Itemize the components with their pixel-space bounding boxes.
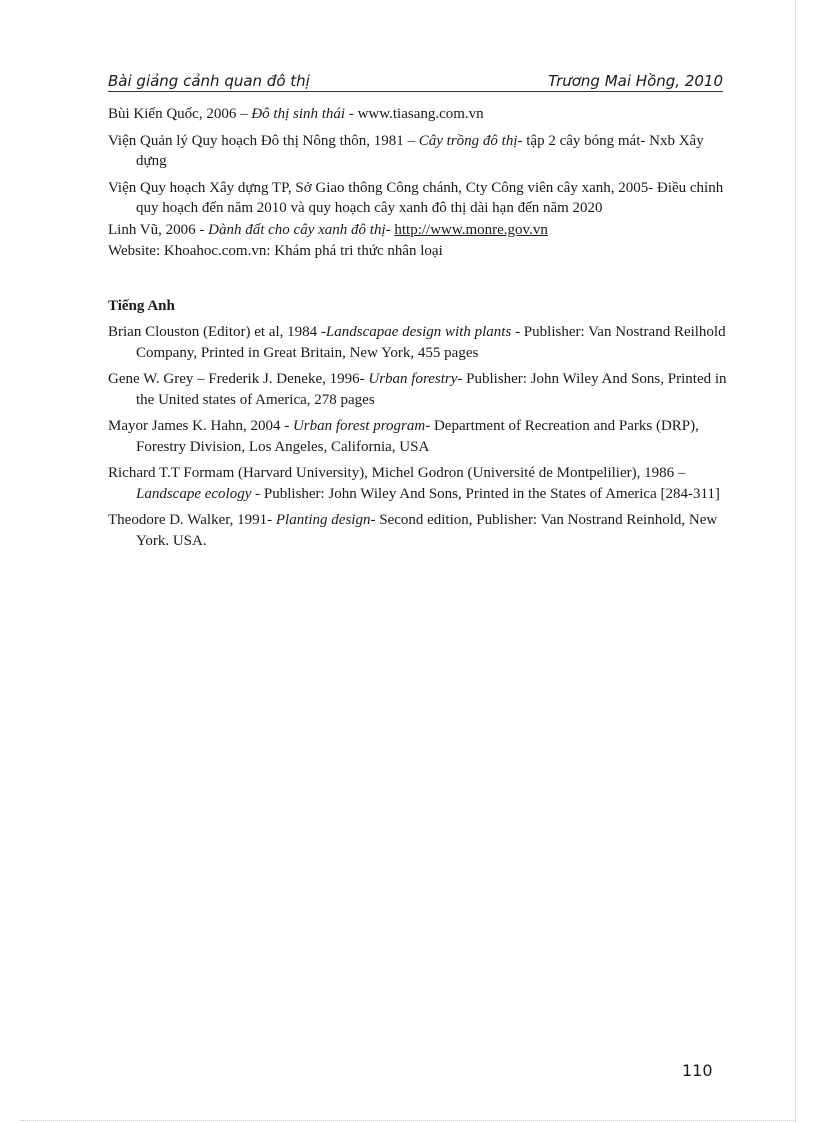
reference-entry	[108, 322, 738, 363]
page-bottom-border	[20, 1120, 796, 1121]
ref-title: Urban forest program	[292, 418, 426, 434]
ref-details: -	[385, 221, 395, 238]
ref-details: - www.tiasang.com.vn	[345, 106, 484, 122]
reference-entry	[108, 220, 738, 241]
ref-details: - Publisher: Van Nostrand Reilhold Company, Printed in Great Britain, New York, 455 pages	[136, 324, 726, 361]
ref-url-link[interactable]: http://www.monre.gov.vn	[394, 221, 548, 238]
ref-author: Brian Clouston (Editor) et al, 1984 -	[108, 324, 326, 340]
ref-details: - tập 2 cây bóng mát- Nxb Xây dựng	[136, 132, 704, 169]
ref-title: Dành đất cho cây xanh đô thị	[208, 221, 386, 238]
ref-title: Landscapae design with plants	[325, 324, 512, 340]
ref-details: - Publisher: John Wiley And Sons, Printed in the States of America [284-311]	[251, 485, 720, 502]
reference-entry	[108, 178, 738, 219]
ref-title: Đô thị sinh thái	[251, 106, 346, 122]
reference-entry	[108, 369, 738, 410]
ref-author: Gene W. Grey – Frederik J. Deneke, 1996-	[108, 371, 369, 387]
header-author-year: Trương Mai Hồng, 2010	[548, 72, 723, 90]
ref-details: - Publisher: John Wiley And Sons, Printed in the United states of America, 278 pages	[136, 371, 727, 408]
ref-title: Landscape ecology	[136, 485, 252, 502]
running-header	[108, 72, 723, 92]
section-heading-english: Tiếng Anh	[108, 297, 175, 314]
ref-author: Mayor James K. Hahn, 2004 -	[108, 418, 293, 434]
header-course-title: Bài giảng cảnh quan đô thị	[108, 72, 310, 90]
ref-title: Planting design	[275, 512, 371, 528]
reference-entry	[108, 416, 738, 457]
reference-entry	[108, 510, 738, 551]
reference-entry	[108, 104, 738, 125]
ref-title: Cây trồng đô thị	[418, 132, 518, 149]
website-line: Website: Khoahoc.com.vn: Khám phá tri thức nhân loại	[108, 243, 443, 259]
ref-title: Urban forestry	[368, 371, 458, 387]
ref-author: Bùi Kiến Quốc, 2006 –	[108, 106, 252, 122]
page-number: 110	[682, 1061, 713, 1080]
page-right-border	[795, 0, 796, 1123]
ref-author: Richard T.T Formam (Harvard University), Michel Godron (Université de Montpelilier), 1986 –	[108, 465, 686, 481]
reference-entry	[108, 463, 738, 504]
reference-list	[108, 104, 738, 557]
ref-author: Linh Vũ, 2006 -	[108, 221, 209, 238]
ref-author: Viện Quy hoạch Xây dựng TP, Sở Giao thông Công chánh, Cty Công viên cây xanh, 2005- Điều chỉnh quy hoạch đến năm 2010 và quy hoạch cây xanh đô thị dài hạn đến năm 2020	[108, 179, 724, 216]
ref-author: Viện Quản lý Quy hoạch Đô thị Nông thôn, 1981 –	[108, 132, 419, 149]
reference-entry	[108, 131, 738, 172]
ref-details: - Second edition, Publisher: Van Nostrand Reinhold, New York. USA.	[136, 512, 718, 549]
ref-author: Theodore D. Walker, 1991-	[108, 512, 276, 528]
ref-details: - Department of Recreation and Parks (DRP), Forestry Division, Los Angeles, California, USA	[136, 418, 699, 455]
